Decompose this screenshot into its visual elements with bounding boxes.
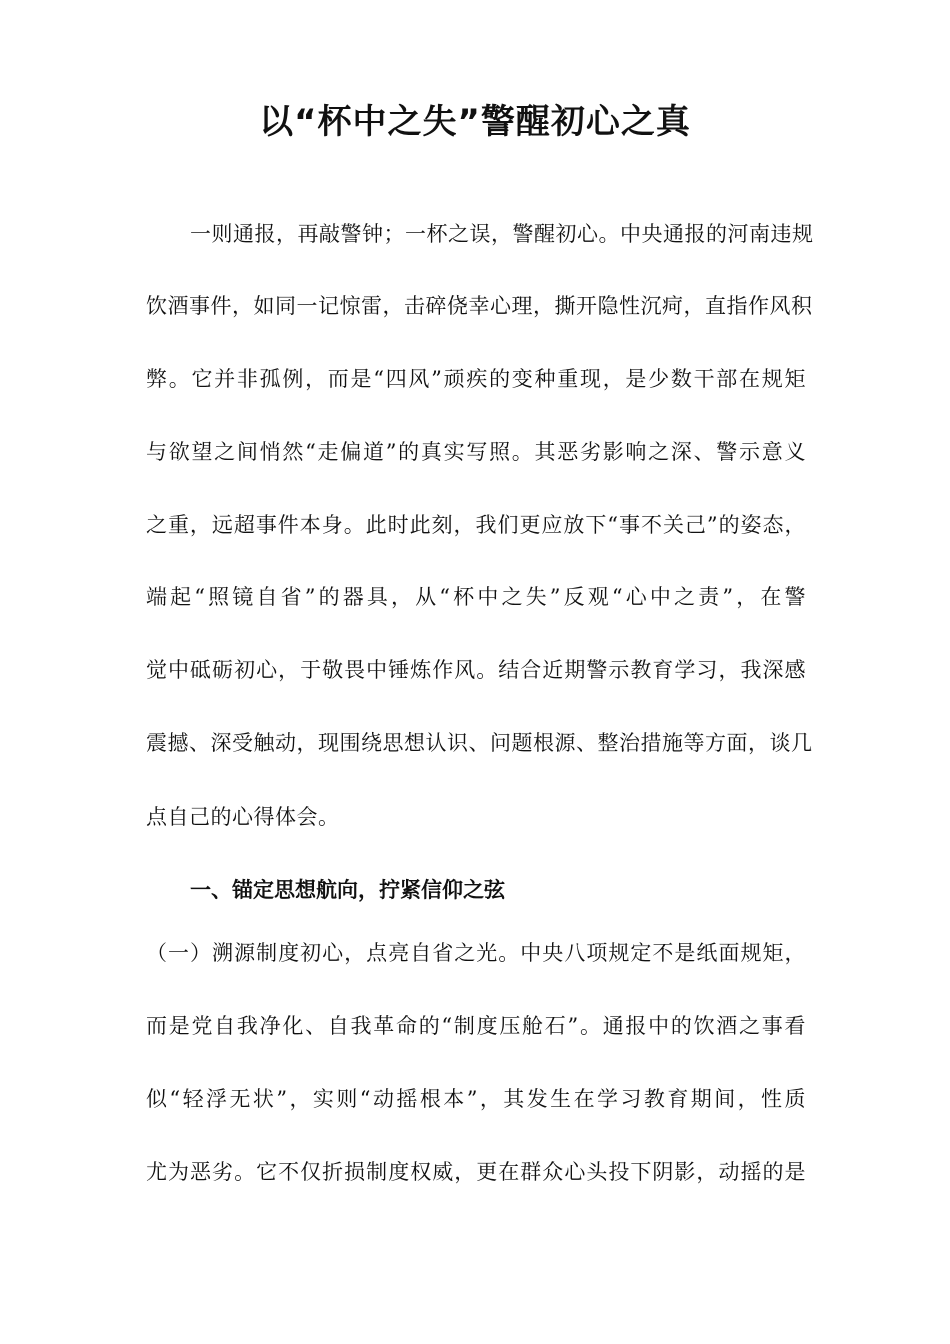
section-1-line-3: 似“轻浮无状”，实则“动摇根本”，其发生在学习教育期间，性质 xyxy=(146,1087,806,1111)
intro-line-3: 弊。它并非孤例，而是“四风”顽疾的变种重现，是少数干部在规矩 xyxy=(146,367,806,391)
document-title: 以“杯中之失”警醒初心之真 xyxy=(259,102,691,142)
intro-line-6: 端起“照镜自省”的器具，从“杯中之失”反观“心中之责”，在警 xyxy=(146,585,806,609)
intro-line-8: 震撼、深受触动，现围绕思想认识、问题根源、整治措施等方面，谈几 xyxy=(146,731,813,755)
section-1-line-4: 尤为恶劣。它不仅折损制度权威，更在群众心头投下阴影，动摇的是 xyxy=(146,1160,806,1184)
intro-line-5: 之重，远超事件本身。此时此刻，我们更应放下“事不关己”的姿态， xyxy=(146,513,806,537)
section-1-line-2: 而是党自我净化、自我革命的“制度压舱石”。通报中的饮酒之事看 xyxy=(146,1014,806,1038)
section-1-line-1: （一）溯源制度初心，点亮自省之光。中央八项规定不是纸面规矩， xyxy=(146,941,806,965)
intro-line-7: 觉中砥砺初心，于敬畏中锤炼作风。结合近期警示教育学习，我深感 xyxy=(146,658,806,682)
section-heading-1: 一、锚定思想航向，拧紧信仰之弦 xyxy=(190,878,505,902)
intro-line-2: 饮酒事件，如同一记惊雷，击碎侥幸心理，撕开隐性沉疴，直指作风积 xyxy=(146,294,813,318)
intro-line-4: 与欲望之间悄然“走偏道”的真实写照。其恶劣影响之深、警示意义 xyxy=(146,440,806,464)
intro-line-1: 一则通报，再敲警钟；一杯之误，警醒初心。中央通报的河南违规 xyxy=(190,222,814,246)
intro-line-9: 点自己的心得体会。 xyxy=(146,805,340,829)
